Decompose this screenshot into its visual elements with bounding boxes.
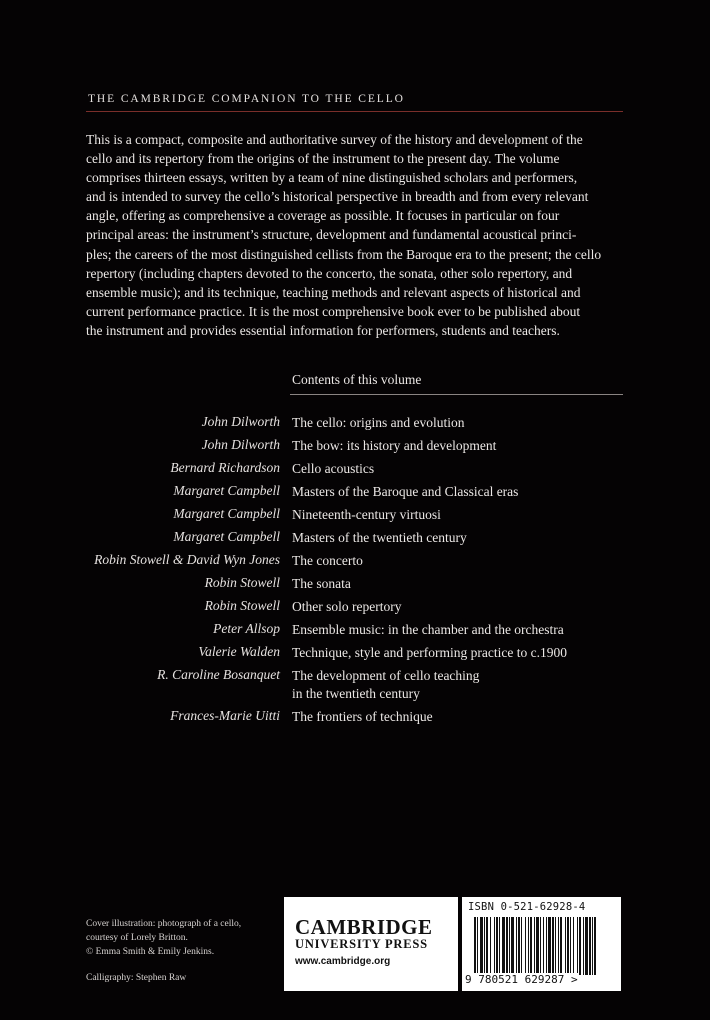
barcode-bar [490, 917, 491, 975]
entry-author: Margaret Campbell [173, 483, 280, 498]
blurb-line: principal areas: the instrument’s structure, development and fundamental acoustical princi- [86, 227, 577, 243]
calligraphy-credit: Calligraphy: Stephen Raw [86, 973, 187, 983]
entry-author: Robin Stowell [204, 598, 280, 613]
barcode-bar [555, 917, 556, 975]
barcode-bar [521, 917, 522, 975]
entry-chapter-line: The development of cello teaching [292, 668, 480, 683]
barcode-bar [494, 917, 495, 975]
blurb-line: ples; the careers of the most distinguished cellists from the Baroque era to the present; the cello [86, 246, 602, 262]
credit-line: courtesy of Lorely Britton. [86, 933, 188, 943]
barcode-bar [525, 917, 526, 975]
entry-chapter: The sonata [292, 576, 351, 591]
barcode-bar [506, 917, 508, 975]
barcode-bar [594, 917, 596, 975]
publisher-subname: UNIVERSITY PRESS [295, 937, 428, 951]
barcode-bar [499, 917, 500, 975]
entry-author: Margaret Campbell [173, 506, 280, 521]
barcode-bar [577, 917, 578, 975]
barcode-bar [552, 917, 554, 975]
entry-chapter: The bow: its history and development [292, 438, 497, 453]
barcode-bar [516, 917, 517, 975]
entry-chapter: The cello: origins and evolution [292, 415, 465, 430]
contents-entry [0, 483, 710, 506]
barcode-bar [546, 917, 547, 975]
blurb-line: This is a compact, composite and authoritative survey of the history and development of the [86, 132, 583, 147]
contents-entry [0, 644, 710, 667]
barcode-bar [536, 917, 539, 975]
barcode-bar [530, 917, 532, 975]
contents-entry [0, 529, 710, 552]
entry-chapter: Masters of the Baroque and Classical eras [292, 484, 519, 499]
blurb-paragraph [86, 130, 626, 340]
contents-heading: Contents of this volume [292, 372, 422, 387]
credit-line: © Emma Smith & Emily Jenkins. [86, 947, 215, 957]
blurb-line: the instrument and provides essential information for performers, students and teachers. [86, 322, 560, 338]
contents-entry [0, 708, 710, 731]
barcode-bar [583, 917, 584, 975]
barcode-bar [579, 917, 581, 975]
barcode-bar [502, 917, 505, 975]
barcode-bar [486, 917, 488, 975]
barcode-bar [589, 917, 591, 975]
entry-chapter: Ensemble music: in the chamber and the orchestra [292, 622, 564, 637]
contents-entry [0, 667, 710, 708]
barcode-bar [573, 917, 574, 975]
ean-number: 9 780521 629287 > [465, 973, 578, 986]
barcode-bar [534, 917, 535, 975]
barcode [462, 897, 621, 991]
barcode-bar [540, 917, 541, 975]
entry-chapter: Cello acoustics [292, 461, 375, 476]
blurb-line: repertory (including chapters devoted to the concerto, the sonata, other solo repertory, and [86, 265, 573, 281]
entry-author: John Dilworth [201, 414, 280, 429]
barcode-bar [528, 917, 529, 975]
barcode-bar [496, 917, 498, 975]
barcode-bar [543, 917, 544, 975]
publisher-logo [284, 897, 458, 991]
contents-rule [290, 394, 623, 395]
contents-entry [0, 414, 710, 437]
entry-chapter: Masters of the twentieth century [292, 530, 467, 545]
blurb-line: cello and its repertory from the origins of the instrument to the present day. The volume [86, 151, 560, 167]
entry-author: Valerie Walden [198, 644, 280, 659]
contents-entry [0, 598, 710, 621]
blurb-line: comprises thirteen essays, written by a team of nine distinguished scholars and performers, [86, 170, 578, 186]
contents-entry [0, 621, 710, 644]
barcode-bar [474, 917, 476, 975]
entry-author: Robin Stowell [204, 575, 280, 590]
entry-chapter: Other solo repertory [292, 599, 402, 614]
entry-author: John Dilworth [201, 437, 280, 452]
barcode-bar [484, 917, 485, 975]
entry-author: Robin Stowell & David Wyn Jones [94, 552, 280, 567]
entry-author: Frances-Marie Uitti [170, 708, 280, 723]
barcode-bar [480, 917, 483, 975]
entry-author: Bernard Richardson [170, 460, 280, 475]
blurb-line: current performance practice. It is the most comprehensive book ever to be published about [86, 303, 581, 319]
contents-entry [0, 552, 710, 575]
barcode-bar [565, 917, 566, 975]
barcode-bar [518, 917, 520, 975]
entry-author: R. Caroline Bosanquet [157, 667, 280, 682]
entry-chapter: Nineteenth-century virtuosi [292, 507, 441, 522]
contents-entry [0, 460, 710, 483]
publisher-name: CAMBRIDGE [295, 915, 433, 939]
isbn-number: ISBN 0-521-62928-4 [468, 901, 586, 913]
cover-credits [86, 917, 241, 985]
contents-entry [0, 506, 710, 529]
entry-chapter: Technique, style and performing practice to c.1900 [292, 645, 567, 660]
blurb-line: ensemble music); and its technique, teaching methods and relevant aspects of historical and [86, 284, 581, 300]
entry-chapter: The frontiers of technique [292, 709, 433, 724]
barcode-bar [592, 917, 593, 975]
series-title: THE CAMBRIDGE COMPANION TO THE CELLO [88, 93, 405, 105]
title-rule [86, 111, 623, 112]
credit-line: Cover illustration: photograph of a cello, [86, 919, 242, 929]
publisher-url: www.cambridge.org [295, 956, 391, 967]
barcode-bar [567, 917, 569, 975]
contents-entry [0, 437, 710, 460]
barcode-bar [585, 917, 588, 975]
contents-list [0, 414, 710, 731]
barcode-bar [560, 917, 562, 975]
barcode-bar [511, 917, 514, 975]
entry-author: Peter Allsop [213, 621, 280, 636]
barcode-bar [509, 917, 510, 975]
entry-author: Margaret Campbell [173, 529, 280, 544]
barcode-bar [558, 917, 559, 975]
barcode-bar [548, 917, 551, 975]
entry-chapter [292, 667, 622, 703]
barcode-bar [570, 917, 571, 975]
blurb-line: angle, offering as comprehensive a coverage as possible. It focuses in particular on four [86, 208, 560, 224]
entry-chapter: The concerto [292, 553, 363, 568]
blurb-line: and is intended to survey the cello’s historical perspective in breadth and from every relevant [86, 189, 589, 205]
entry-chapter-line: in the twentieth century [292, 686, 420, 701]
contents-entry [0, 575, 710, 598]
barcode-bar [477, 917, 478, 975]
